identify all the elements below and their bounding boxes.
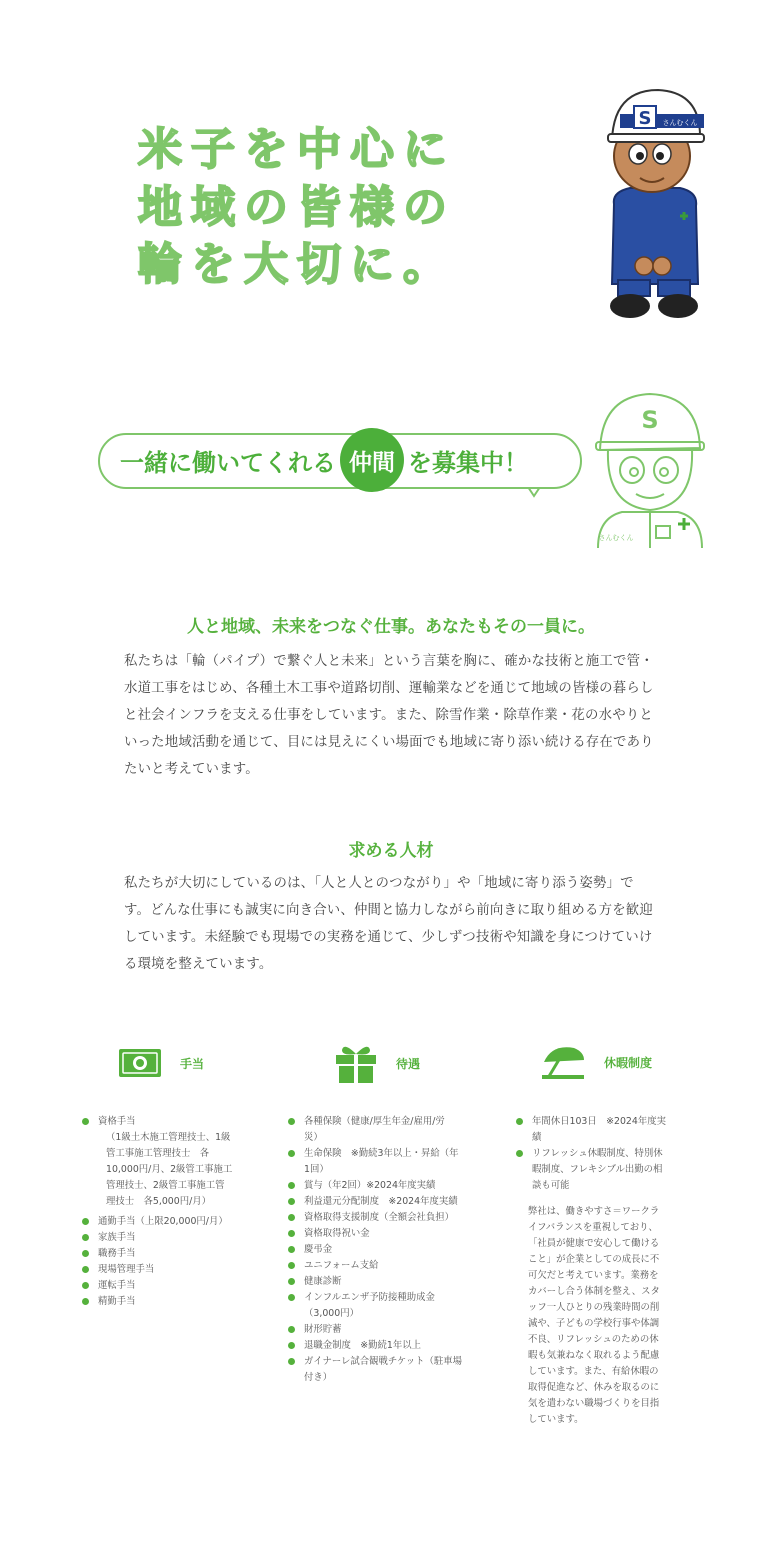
seeking-line: しています。未経験でも現場での実務を通じて、少しずつ技術や知識を身につけていけ <box>124 930 653 945</box>
list-item: 現場管理手当 <box>82 1262 252 1278</box>
holiday-list <box>516 1114 676 1194</box>
list-item: ユニフォーム支給 <box>288 1258 478 1274</box>
list-item: リフレッシュ休暇制度、特別休 暇制度、フレキシブル出勤の相 談も可能 <box>516 1146 676 1194</box>
list-item: 賞与（年2回）※2024年度実績 <box>288 1178 478 1194</box>
treatment-list <box>288 1114 478 1386</box>
list-item: 健康診断 <box>288 1274 478 1290</box>
list-item: 生命保険 ※勤続3年以上・昇給（年 1回） <box>288 1146 478 1178</box>
list-item: 資格取得支援制度（全額会社負担） <box>288 1210 478 1226</box>
list-item: 資格手当 （1級土木施工管理技士、1級 管工事施工管理技士 各 10,000円/月、2級管工事施工 管理技士、2級管工事施工管 理技士 各5,000円/月） <box>82 1114 252 1210</box>
list-item: インフルエンザ予防接種助成金 （3,000円） <box>288 1290 478 1322</box>
seeking-title: 求める人材 <box>348 841 434 861</box>
allowance-list <box>82 1114 252 1310</box>
intro-paragraph <box>124 648 680 783</box>
allowance-label: 手当 <box>180 1056 205 1071</box>
intro-line: 水道工事をはじめ、各種土木工事や道路切削、運輸業などを通じて地域の皆様の暮らし <box>124 681 654 696</box>
list-item: 各種保険（健康/厚生年金/雇用/労 災） <box>288 1114 478 1146</box>
list-item: ガイナーレ試合観戦チケット（駐車場 付き） <box>288 1354 478 1386</box>
list-item: 年間休日103日 ※2024年度実 績 <box>516 1114 676 1146</box>
mascot-outline-illustration <box>592 388 708 550</box>
recruit-highlight-circle: 仲間 <box>340 428 404 492</box>
seeking-line: る環境を整えています。 <box>124 957 273 972</box>
seeking-line: す。どんな仕事にも誠実に向き合い、仲間と協力しながら前向きに取り組める方を歓迎 <box>124 903 653 918</box>
gift-icon <box>334 1042 378 1084</box>
mascot-worker-illustration <box>600 84 710 324</box>
list-item: 慶弔金 <box>288 1242 478 1258</box>
recruit-text-before: 一緒に働いてくれる <box>120 448 336 477</box>
holiday-note: 弊社は、働きやすさ＝ワークラ イフバランスを重視しており、 「社員が健康で安心して働ける こと」が企業としての成長に不 可欠だと考えています。業務を カバーし合う体制を整え、スタ ッフ一人ひとりの残業時間の削 減や、子どもの学校行事や体調 不良、リフレッシュのための休 暇も気兼ねなく取れるよう配慮 しています。また、有給休暇の 取得促進など、休みを取るのに 気を遣わない職場づくりを目指 しています。 <box>528 1206 660 1425</box>
list-item: 退職金制度 ※勤続1年以上 <box>288 1338 478 1354</box>
intro-line: と社会インフラを支える仕事をしています。また、除雪作業・除草作業・花の水やりと <box>124 708 653 723</box>
list-item: 通勤手当（上限20,000円/月） <box>82 1214 252 1230</box>
seeking-paragraph <box>124 870 680 978</box>
intro-line: 私たちは「輪（パイプ）で繋ぐ人と未来」という言葉を胸に、確かな技術と施工で管・ <box>124 654 654 669</box>
recruit-heading <box>120 437 528 483</box>
list-item: 職務手当 <box>82 1246 252 1262</box>
list-item: 家族手当 <box>82 1230 252 1246</box>
recruit-text-after: を募集中！ <box>408 448 528 477</box>
list-item: 財形貯蓄 <box>288 1322 478 1338</box>
list-item: 資格取得祝い金 <box>288 1226 478 1242</box>
intro-line: いった地域活動を通じて、目には見えにくい場面でも地域に寄り添い続ける存在であり <box>124 735 654 750</box>
hero-line-2: 地域の皆様の <box>138 182 456 233</box>
treatment-header <box>334 1042 420 1084</box>
intro-line: たいと考えています。 <box>124 762 259 777</box>
mascot-badge-text: さんむくん <box>662 119 698 127</box>
hero-line-1: 米子を中心に <box>138 124 456 175</box>
list-item: 運転手当 <box>82 1278 252 1294</box>
intro-title: 人と地域、未来をつなぐ仕事。あなたもその一員に。 <box>187 617 595 637</box>
beach-umbrella-icon <box>540 1044 586 1080</box>
allowance-header <box>118 1048 204 1078</box>
seeking-line: 私たちが大切にしているのは、「人と人とのつながり」や「地域に寄り添う姿勢」で <box>124 876 634 891</box>
hero-line-3: 輪を大切に。 <box>138 239 456 290</box>
money-icon <box>118 1048 162 1078</box>
list-item: 利益還元分配制度 ※2024年度実績 <box>288 1194 478 1210</box>
holiday-header <box>540 1044 652 1080</box>
holiday-label: 休暇制度 <box>604 1055 653 1070</box>
mascot2-badge-text: さんむくん <box>598 534 634 542</box>
svg-text:S: S <box>641 406 659 434</box>
list-item: 精勤手当 <box>82 1294 252 1310</box>
treatment-label: 待遇 <box>396 1056 421 1071</box>
svg-text:S: S <box>638 108 652 129</box>
